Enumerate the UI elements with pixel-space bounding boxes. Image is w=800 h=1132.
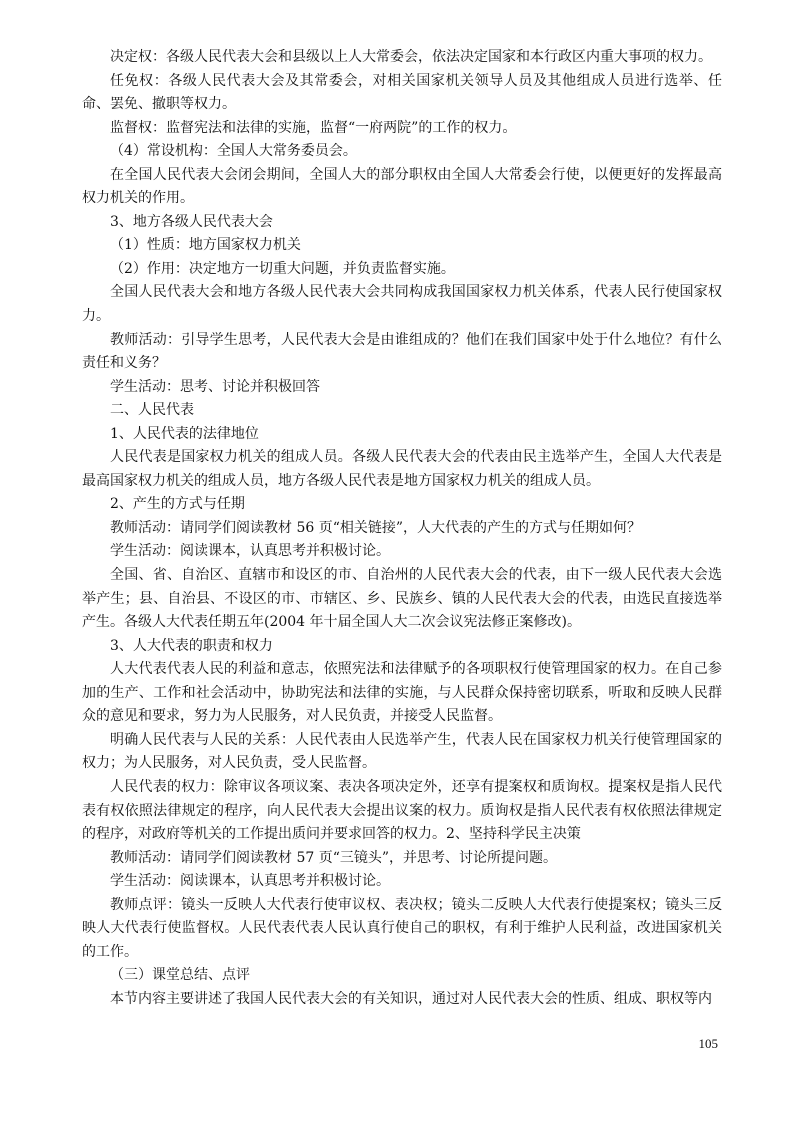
- paragraph-local-nature: （1）性质：地方国家权力机关: [110, 237, 301, 254]
- paragraph-student-activity-2: 学生活动：阅读课本，认真思考并积极讨论。: [110, 543, 390, 560]
- heading-local-congress: 3、地方各级人民代表大会: [110, 213, 273, 230]
- paragraph-appointment-power: 任免权：各级人民代表大会及其常委会，对相关国家机关领导人员及其他组成人员进行选举、任命、罢免、撤职等权力。: [82, 72, 722, 113]
- paragraph-summary: 本节内容主要讲述了我国人民代表大会的有关知识，通过对人民代表大会的性质、组成、职权等内: [110, 990, 712, 1007]
- paragraph-student-activity-3: 学生活动：阅读课本，认真思考并积极讨论。: [110, 873, 390, 890]
- paragraph-teacher-activity-3: 教师活动：请同学们阅读教材 57 页“三镜头”，并思考、讨论所提问题。: [110, 849, 558, 866]
- paragraph-local-function: （2）作用：决定地方一切重大问题，并负责监督实施。: [110, 260, 455, 277]
- page-number: 105: [698, 1036, 718, 1051]
- paragraph-decision-power: 决定权：各级人民代表大会和县级以上人大常委会，依法决定国家和本行政区内重大事项的权力。: [110, 49, 712, 65]
- paragraph-election-method: 全国、省、自治区、直辖市和设区的市、自治州的人民代表大会的代表，由下一级人民代表大会选举产生；县、自治县、不设区的市、市辖区、乡、民族乡、镇的人民代表大会的代表，由选民直接选举产生。各级人大代表任期五年(2004 年十届全国人大二次会议宪法修正案修改)。: [82, 567, 722, 631]
- paragraph-standing-body: （4）常设机构：全国人大常务委员会。: [110, 143, 357, 160]
- heading-legal-status: 1、人民代表的法律地位: [110, 425, 259, 442]
- paragraph-teacher-activity-1: 教师活动：引导学生思考，人民代表大会是由谁组成的？他们在我们国家中处于什么地位？有什么责任和义务？: [82, 331, 722, 372]
- paragraph-supervision-power: 监督权：监督宪法和法律的实施，监督“一府两院”的工作的权力。: [110, 119, 517, 136]
- paragraph-deputy-powers: 人民代表的权力：除审议各项议案、表决各项决定外，还享有提案权和质询权。提案权是指人民代表有权依照法律规定的程序，向人民代表大会提出议案的权力。质询权是指人民代表有权依照法律规定的程序，对政府等机关的工作提出质问并要求回答的权力。2、坚持科学民主决策: [82, 778, 722, 843]
- paragraph-standing-committee-role: 在全国人民代表大会闭会期间，全国人大的部分职权由全国人大常委会行使，以便更好的发挥最高权力机关的作用。: [82, 166, 722, 207]
- document-body: [82, 46, 722, 1011]
- paragraph-duties: 人大代表代表人民的利益和意志，依照宪法和法律赋予的各项职权行使管理国家的权力。在自己参加的生产、工作和社会活动中，协助宪法和法律的实施，与人民群众保持密切联系，听取和反映人民群众的意见和要求，努力为人民服务，对人民负责，并接受人民监督。: [82, 661, 722, 725]
- heading-deputies: 二、人民代表: [110, 402, 194, 419]
- paragraph-relationship: 明确人民代表与人民的关系：人民代表由人民选举产生，代表人民在国家权力机关行使管理国家的权力；为人民服务，对人民负责，受人民监督。: [82, 731, 722, 772]
- heading-summary: （三）课堂总结、点评: [110, 967, 250, 984]
- paragraph-student-activity-1: 学生活动：思考、讨论并积极回答: [110, 378, 320, 395]
- paragraph-legal-status: 人民代表是国家权力机关的组成人员。各级人民代表大会的代表由民主选举产生，全国人大代表是最高国家权力机关的组成人员，地方各级人民代表是地方国家权力机关的组成人员。: [82, 449, 722, 489]
- heading-election-term: 2、产生的方式与任期: [110, 496, 245, 513]
- paragraph-teacher-comment: 教师点评：镜头一反映人大代表行使审议权、表决权；镜头二反映人大代表行使提案权；镜头三反映人大代表行使监督权。人民代表代表人民认真行使自己的职权，有利于维护人民利益，改进国家机关的工作。: [82, 896, 722, 960]
- paragraph-teacher-activity-2: 教师活动：请同学们阅读教材 56 页“相关链接”，人大代表的产生的方式与任期如何？: [110, 519, 642, 536]
- paragraph-power-system: 全国人民代表大会和地方各级人民代表大会共同构成我国国家权力机关体系，代表人民行使国家权力。: [82, 284, 722, 325]
- heading-duties-powers: 3、人大代表的职责和权力: [110, 637, 273, 654]
